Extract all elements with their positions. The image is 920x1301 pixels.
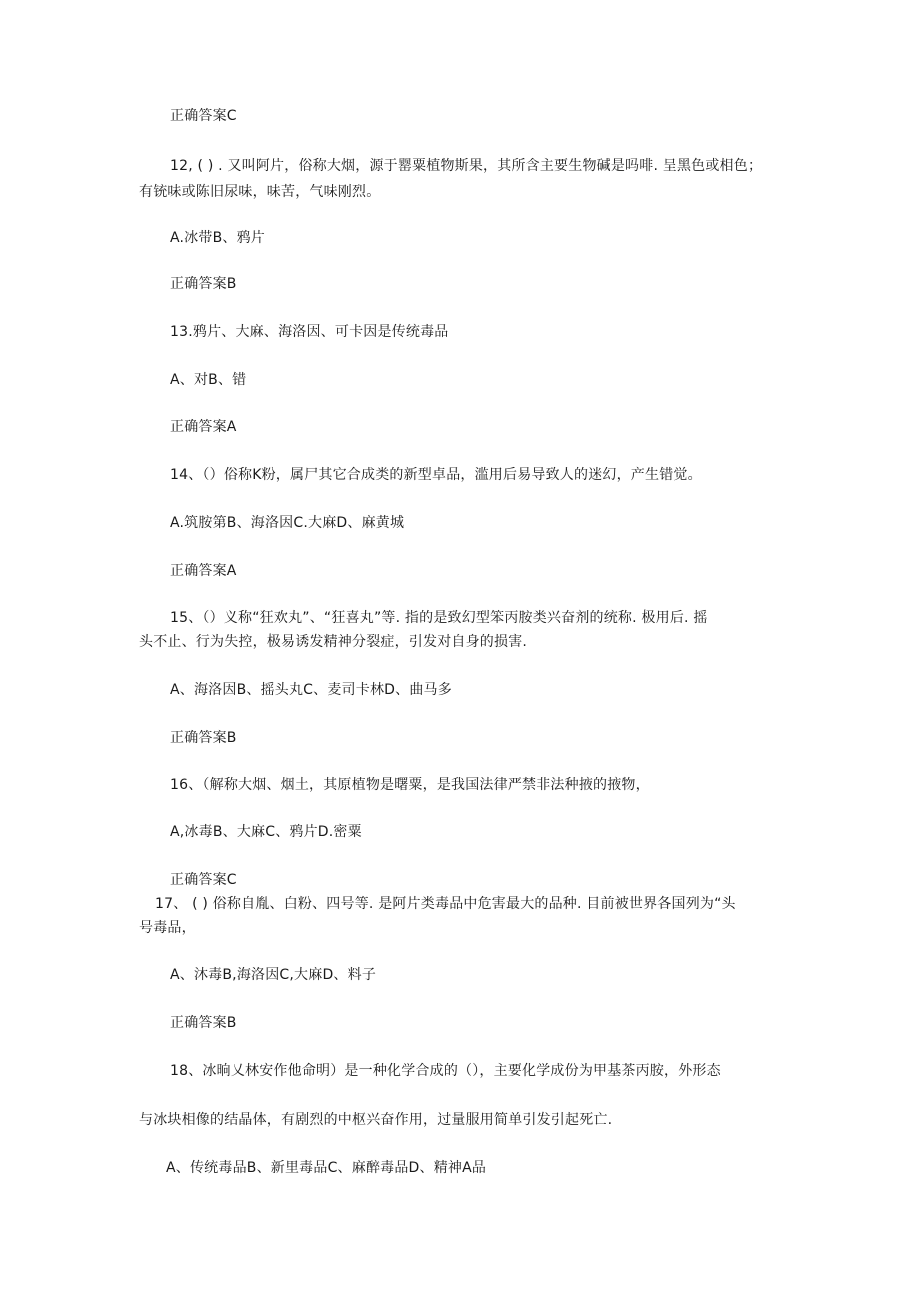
- answer-14: 正确答案A: [170, 563, 237, 579]
- answer-17: 正确答案B: [170, 1015, 237, 1031]
- question-14: 14、（）俗称K粉，属尸其它合成类的新型卓品，滥用后易导致人的迷幻，产生错觉。: [170, 467, 702, 483]
- options-14: A.筑胺第B、海洛因C.大麻D、麻黄城: [170, 515, 405, 531]
- options-17: A、沐毒B,海洛因C,大麻D、料子: [170, 967, 377, 983]
- answer-11: 正确答案C: [170, 108, 237, 124]
- answer-15: 正确答案B: [170, 730, 237, 746]
- question-16: 16、（解称大烟、烟土，其原植物是曙粟，是我国法律严禁非法种掖的掖物，: [170, 777, 650, 793]
- answer-13: 正确答案A: [170, 419, 237, 435]
- question-15: 15、（）义称“狂欢丸”、“狂喜丸”等. 指的是致幻型笨丙胺类兴奋剂的统称. 极用后. 摇: [170, 610, 708, 626]
- question-12: 12, ( ) . 又叫阿片，俗称大烟，源于罂粟植物斯果，其所含主要生物碱是吗啡. 呈黑色或相色；: [170, 158, 763, 174]
- question-18-cont: 与冰块相像的结晶体，有剧烈的中枢兴奋作用，过量服用简单引发引起死亡.: [139, 1112, 613, 1128]
- answer-16: 正确答案C: [170, 872, 237, 888]
- options-12: A.冰带B、鸦片: [170, 230, 265, 246]
- question-17: 17、 ( ) 俗称自胤、白粉、四号等. 是阿片类毒品中危害最大的品种. 目前被世界各国列为“头: [155, 896, 736, 912]
- options-13: A、对B、错: [170, 372, 247, 388]
- question-13: 13.鸦片、大麻、海洛因、可卡因是传统毒品: [170, 324, 449, 340]
- question-15-cont: 头不止、行为失控，极易诱发精神分裂症，引发对自身的损害.: [139, 634, 528, 650]
- options-15: A、海洛因B、摇头丸C、麦司卡林D、曲马多: [170, 682, 452, 698]
- question-18: 18、冰晌乂林安作他命明）是一种化学合成的（），主要化学成份为甲基茶丙胺，外形态: [170, 1063, 721, 1079]
- answer-12: 正确答案B: [170, 276, 237, 292]
- options-16: A,冰毒B、大麻C、鸦片D.密粟: [170, 824, 362, 840]
- question-12-cont: 有铳味或陈旧尿味，味苦，气味刚烈。: [139, 184, 381, 200]
- question-17-cont: 号毒品，: [139, 920, 196, 936]
- options-18: A、传统毒品B、新里毒品C、麻醉毒品D、精神A品: [166, 1160, 487, 1176]
